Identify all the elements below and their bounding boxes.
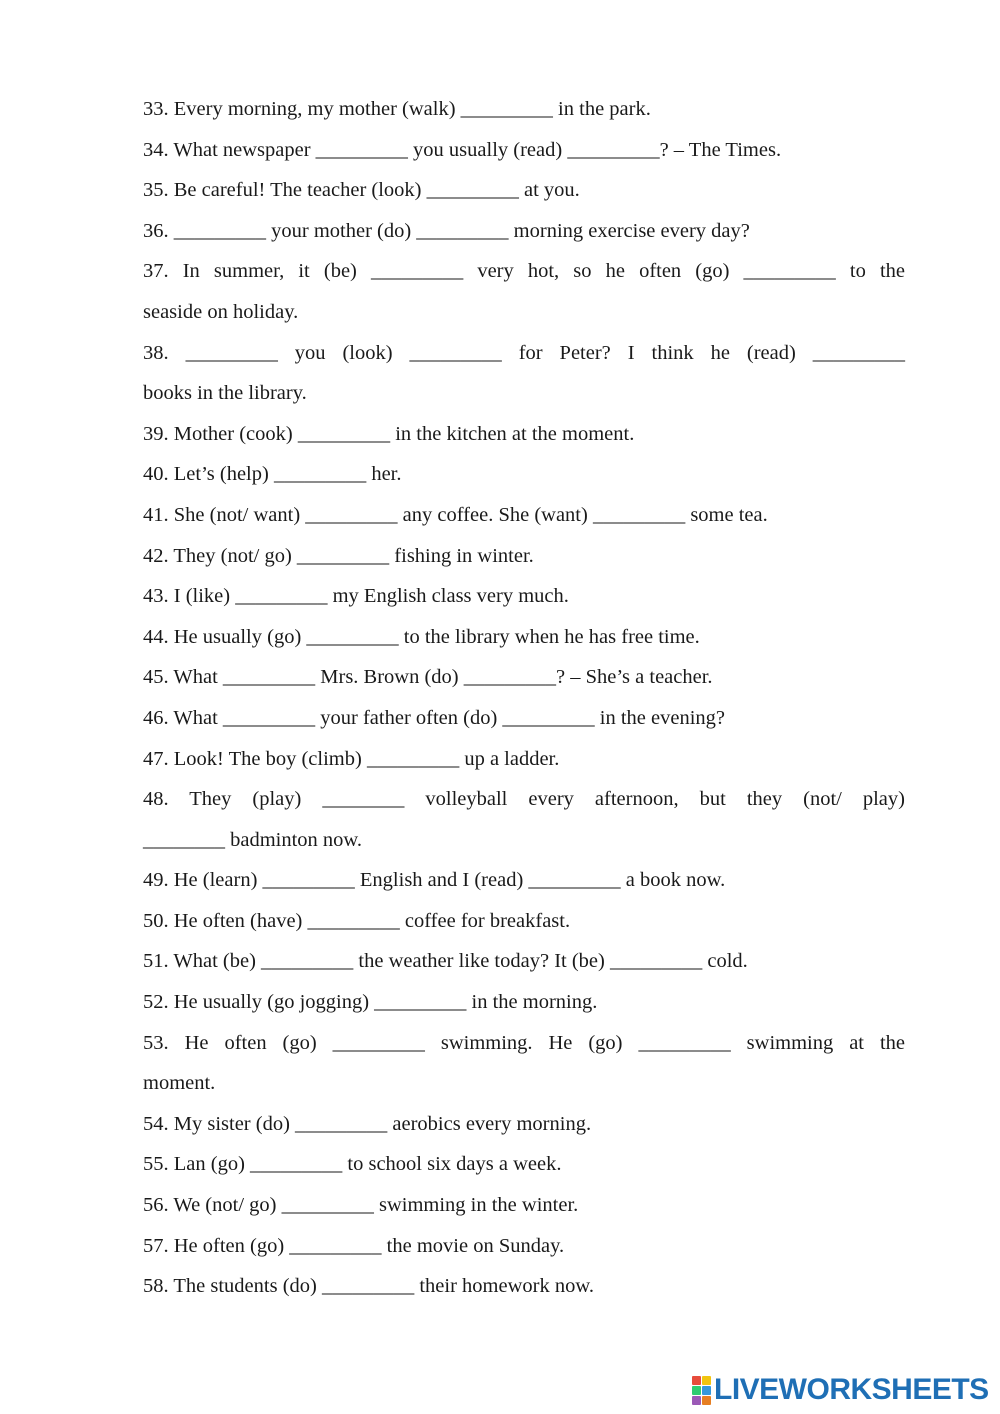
exercise-53: 53. He often (go) _________ swimming. He (go) _________ swimming at the — [143, 1031, 905, 1054]
exercise-39: 39. Mother (cook) _________ in the kitchen at the moment. — [143, 422, 635, 445]
exercise-48-continued: ________ badminton now. — [143, 828, 363, 851]
exercise-50: 50. He often (have) _________ coffee for breakfast. — [143, 909, 571, 932]
exercise-51: 51. What (be) _________ the weather like today? It (be) _________ cold. — [143, 950, 748, 973]
exercise-48: 48. They (play) ________ volleyball every afternoon, but they (not/ play) — [143, 788, 905, 811]
exercise-43: 43. I (like) _________ my English class very much. — [143, 585, 569, 608]
liveworksheets-logo-icon — [692, 1376, 711, 1405]
logo-square — [692, 1396, 701, 1405]
logo-square — [702, 1396, 711, 1405]
logo-square — [692, 1386, 701, 1395]
exercise-37: 37. In summer, it (be) _________ very hot, so he often (go) _________ to the — [143, 260, 905, 283]
logo-square — [692, 1376, 701, 1385]
exercise-58: 58. The students (do) _________ their homework now. — [143, 1275, 594, 1298]
exercise-55: 55. Lan (go) _________ to school six days a week. — [143, 1153, 562, 1176]
exercise-56: 56. We (not/ go) _________ swimming in the winter. — [143, 1194, 579, 1217]
exercise-47: 47. Look! The boy (climb) _________ up a ladder. — [143, 747, 560, 770]
exercise-44: 44. He usually (go) _________ to the library when he has free time. — [143, 625, 700, 648]
exercise-41: 41. She (not/ want) _________ any coffee. She (want) _________ some tea. — [143, 503, 768, 526]
exercise-53-continued: moment. — [143, 1072, 216, 1095]
exercise-54: 54. My sister (do) _________ aerobics every morning. — [143, 1112, 592, 1135]
worksheet-exercises — [143, 89, 905, 1307]
exercise-57: 57. He often (go) _________ the movie on Sunday. — [143, 1234, 565, 1257]
logo-square — [702, 1386, 711, 1395]
exercise-37-continued: seaside on holiday. — [143, 300, 299, 323]
exercise-38-continued: books in the library. — [143, 382, 307, 405]
exercise-35: 35. Be careful! The teacher (look) _________ at you. — [143, 179, 580, 202]
exercise-33: 33. Every morning, my mother (walk) _________ in the park. — [143, 98, 651, 120]
liveworksheets-logo[interactable] — [692, 1374, 989, 1406]
exercise-34: 34. What newspaper _________ you usually (read) _________? – The Times. — [143, 138, 782, 161]
exercise-52: 52. He usually (go jogging) _________ in the morning. — [143, 991, 598, 1014]
exercise-45: 45. What _________ Mrs. Brown (do) _________? – She’s a teacher. — [143, 666, 713, 689]
exercise-42: 42. They (not/ go) _________ fishing in winter. — [143, 544, 534, 567]
exercise-46: 46. What _________ your father often (do) _________ in the evening? — [143, 706, 726, 729]
liveworksheets-logo-text: LIVEWORKSHEETS — [714, 1373, 989, 1406]
exercise-38: 38. _________ you (look) _________ for Peter? I think he (read) _________ — [143, 341, 905, 364]
exercise-36: 36. _________ your mother (do) _________ morning exercise every day? — [143, 219, 750, 242]
logo-square — [702, 1376, 711, 1385]
exercise-49: 49. He (learn) _________ English and I (read) _________ a book now. — [143, 869, 726, 892]
exercise-40: 40. Let’s (help) _________ her. — [143, 463, 402, 486]
